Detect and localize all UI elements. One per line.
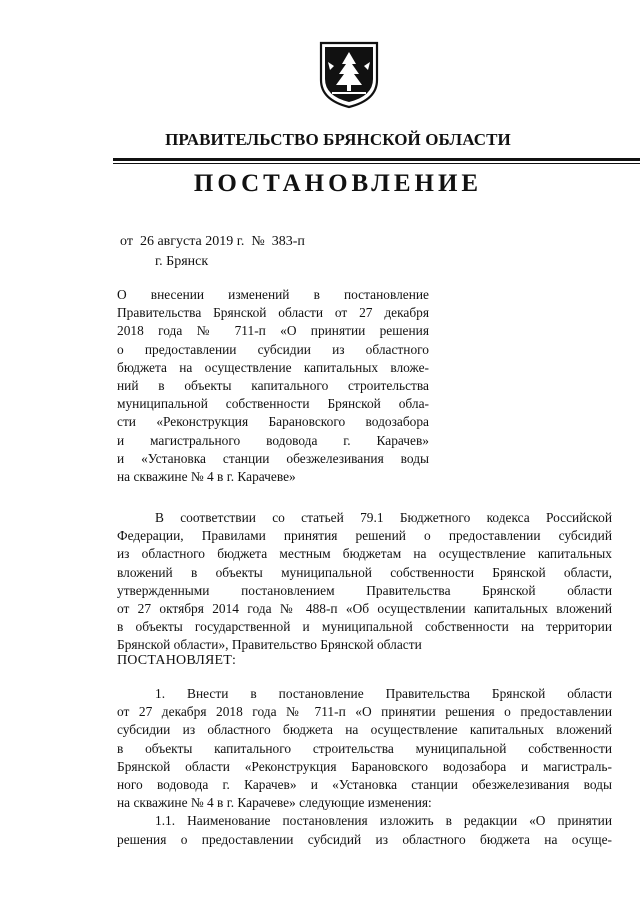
organization-title: ПРАВИТЕЛЬСТВО БРЯНСКОЙ ОБЛАСТИ: [165, 130, 511, 149]
subject-line: на скважине № 4 в г. Карачеве»: [117, 469, 296, 485]
clause-line: 1.1. Наименование постановления изложить в редакции «О принятии: [155, 813, 612, 829]
subject-line: О внесении изменений в постановление: [117, 287, 429, 302]
subject-line: Правительства Брянской области от 27 декабря: [117, 305, 429, 321]
date-number-line: [120, 234, 305, 250]
preamble-line: Федерации, Правилами принятия решений о предоставлении субсидий: [117, 528, 612, 544]
decree-keyword: ПОСТАНОВЛЯЕТ:: [117, 653, 237, 668]
clause-line: Брянской области «Реконструкция Барановского водозабора и магистраль-: [117, 758, 612, 774]
coat-of-arms-emblem: [318, 40, 380, 110]
subject-line: сти «Реконструкция Барановского водозабора: [117, 414, 429, 430]
subject-line: ний в объекты капитального строительства: [117, 378, 429, 394]
subject-line: 2018 года № 711-п «О принятии решения: [117, 323, 429, 339]
preamble-line: утвержденными постановлением Правительства Брянской области: [117, 582, 612, 598]
preamble-line: от 27 октября 2014 года № 488-п «Об осуществлении капитальных вложений: [117, 601, 612, 617]
preamble-line: вложений в объекты муниципальной собственности Брянской области,: [117, 564, 612, 580]
preamble-paragraph: [117, 509, 612, 655]
document-type-title: ПОСТАНОВЛЕНИЕ: [193, 170, 483, 197]
clause-line: ного водовода г. Карачев» и «Установка станции обезжелезивания воды: [117, 777, 612, 793]
clause-line: от 27 декабря 2018 года № 711-п «О принятии решения о предоставлении: [117, 704, 612, 720]
subject-line: и магистрального водовода г. Карачев»: [117, 432, 429, 448]
subject-line: муниципальной собственности Брянской обла-: [117, 396, 429, 412]
subject-block: [117, 286, 429, 486]
preamble-line: В соответствии со статьей 79.1 Бюджетного кодекса Российской: [155, 510, 612, 525]
clause-line: в объекты капитального строительства муниципальной собственности: [117, 740, 612, 756]
document-number: 383-п: [271, 234, 305, 249]
document-city: г. Брянск: [155, 254, 209, 269]
subject-line: и «Установка станции обезжелезивания воды: [117, 450, 429, 466]
date-prefix: от: [120, 234, 133, 249]
document-date: 26 августа 2019 г.: [139, 234, 245, 249]
subject-line: бюджета на осуществление капитальных вложе-: [117, 359, 429, 375]
clause-paragraph: [117, 685, 612, 849]
header-rule-thick: [113, 158, 640, 161]
preamble-line: из областного бюджета местным бюджетам на осуществление капитальных: [117, 546, 612, 562]
clause-line: субсидии из областного бюджета на осуществление капитальных вложений: [117, 722, 612, 738]
clause-line: решения о предоставлении субсидий из областного бюджета на осуще-: [117, 831, 612, 847]
number-sign: №: [251, 234, 265, 249]
preamble-line: в объекты государственной и муниципальной собственности на территории: [117, 619, 612, 635]
subject-line: о предоставлении субсидии из областного: [117, 341, 429, 357]
preamble-line: Брянской области», Правительство Брянской области: [117, 637, 422, 653]
clause-line: на скважине № 4 в г. Карачеве» следующие изменения:: [117, 795, 432, 811]
clause-line: 1. Внести в постановление Правительства Брянской области: [155, 686, 612, 701]
header-rule-thin: [113, 163, 640, 164]
